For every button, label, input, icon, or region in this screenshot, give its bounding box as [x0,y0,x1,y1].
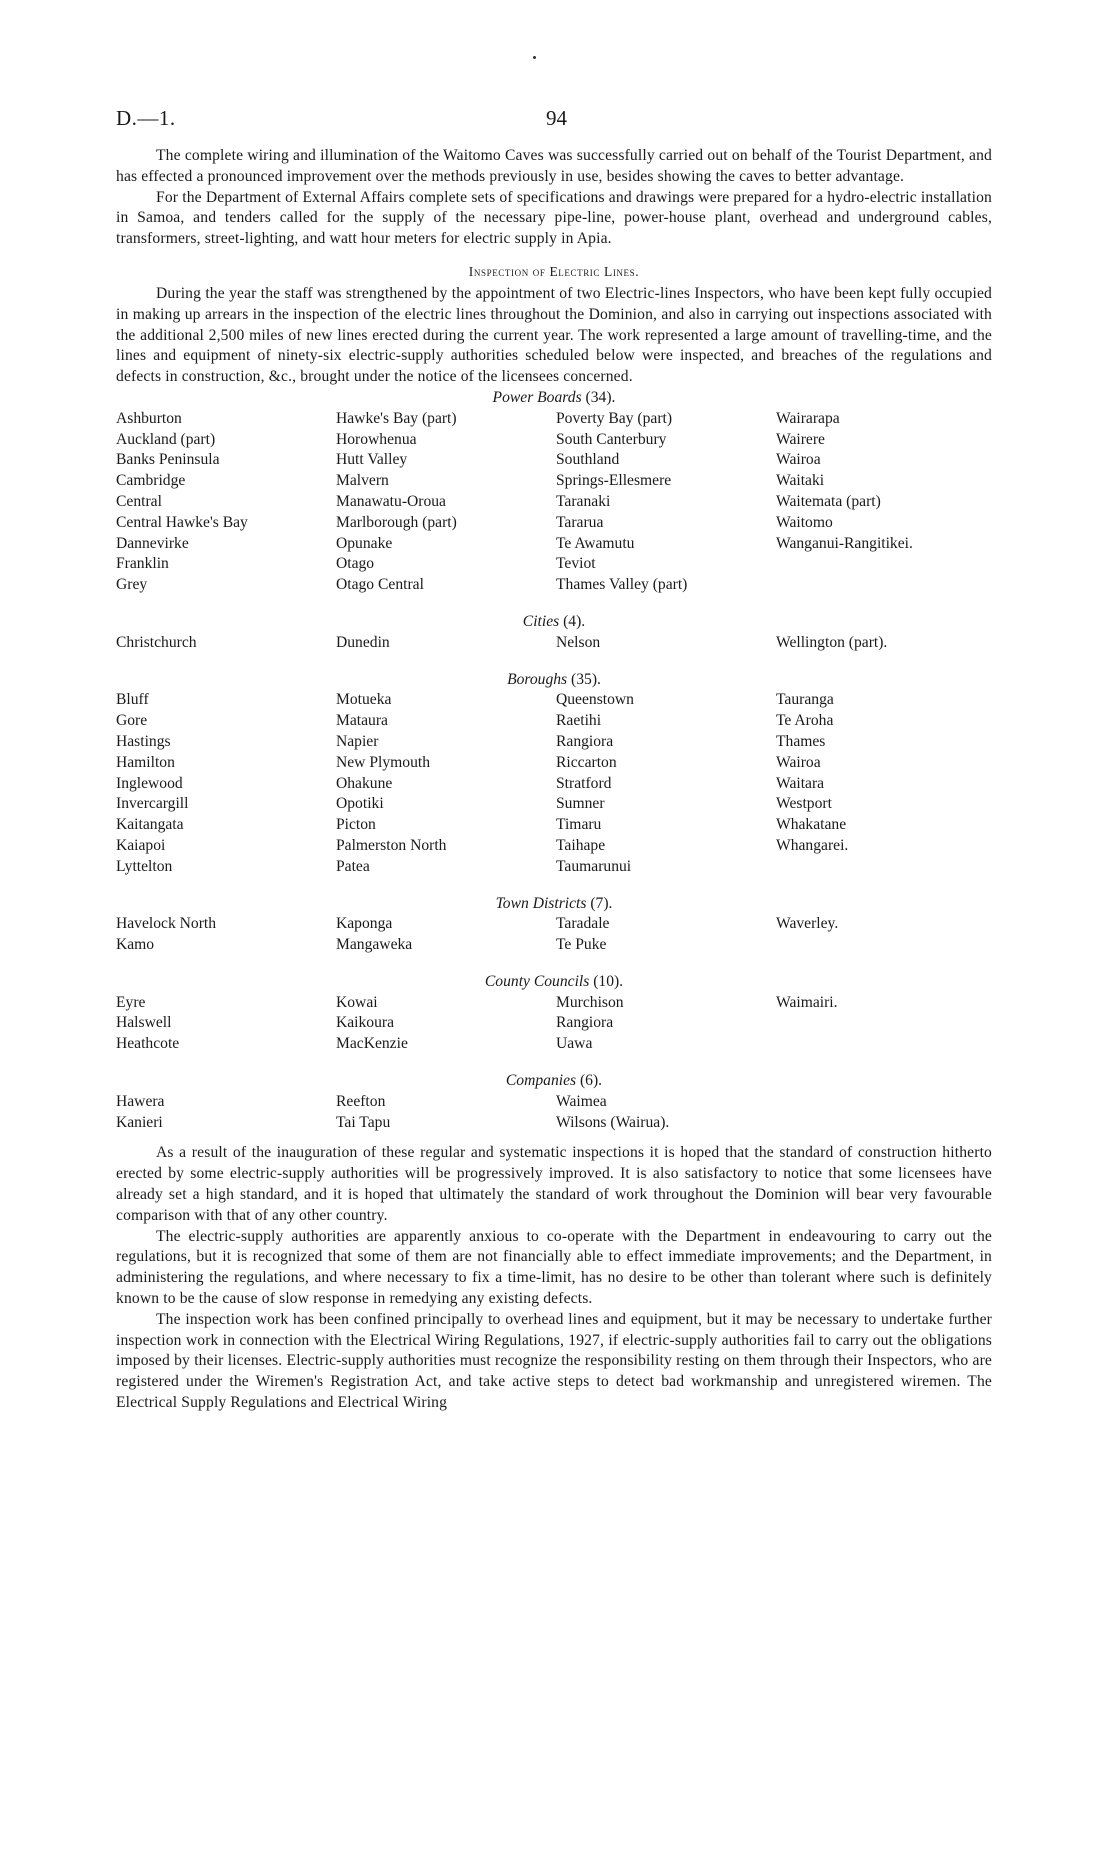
group-name: Companies [505,1072,577,1090]
authority-name: Halswell [116,1014,172,1032]
authority-name: Hutt Valley [336,451,408,469]
authority-name: Wanganui-Rangitikei. [776,534,913,552]
group-name: Boroughs [507,670,568,688]
closing-paragraph-cooperation: The electric-supply authorities are apparently anxious to co-operate with the Department in endeavouring to carry out the regulations, but it is recognized that some of them are not financially able to effect immediate improvements; and the Department, in administering the regulations, and where necessary to fix a time-limit, has no desire to be other than tolerant where such is definitely known to be the cause of slow response in remedying any existing defects. [116,1227,992,1308]
group-heading-town-districts [116,894,992,915]
group-name: Town Districts [495,894,587,912]
authority-name: MacKenzie [336,1035,408,1053]
authority-name: Riccarton [556,753,617,771]
authority-list-boroughs [116,690,992,877]
group-name: Cities [522,612,560,630]
authority-name: Wellington (part). [776,633,888,651]
authority-name: Invercargill [116,795,189,813]
authority-name: Gore [116,712,148,730]
authority-name: Hawera [116,1092,165,1110]
authority-name: Te Awamutu [556,534,635,552]
intro-paragraph-samoa: For the Department of External Affairs complete sets of specifications and drawings were prepared for a hydro-electric installation in Samoa, and tenders called for the supply of the necessary pipe-line, power-house plant, overhead and underground cables, transformers, street-lighting, and watt hour meters for electric supply in Apia. [116,188,992,248]
authority-name: Taranaki [556,492,611,510]
authority-name: Kaiapoi [116,836,166,854]
authority-name: Mataura [336,712,388,730]
authority-name: Horowhenua [336,430,417,448]
list-column [556,1092,776,1134]
intro-paragraph-waitomo: The complete wiring and illumination of the Waitomo Caves was successfully carried out on behalf of the Tourist Department, and has effected a pronounced improvement over the methods previously in use, besides showing the caves to better advantage. [116,147,992,185]
authority-name: Wairere [776,430,825,448]
authority-name: Hamilton [116,753,175,771]
list-column [776,633,992,654]
authority-name: Mangaweka [336,936,413,954]
authority-name: Picton [336,816,376,834]
authority-name: Ohakune [336,774,393,792]
authority-name: Uawa [556,1035,593,1053]
authority-name: Taihape [556,836,606,854]
authority-name: Palmerston North [336,836,447,854]
list-column [116,993,336,1055]
authority-name: Cambridge [116,472,186,490]
authority-name: Opunake [336,534,393,552]
document-reference: D.—1. [116,106,176,130]
authority-name: Te Aroha [776,712,834,730]
authority-name: Rangiora [556,1014,614,1032]
authority-name: Thames Valley (part) [556,576,688,594]
authority-name: Southland [556,451,620,469]
authority-name: Patea [336,857,370,875]
document-page [116,48,992,1414]
authority-name: Dannevirke [116,534,189,552]
authority-name: Napier [336,732,379,750]
authority-name: Kowai [336,993,378,1011]
group-heading-boroughs [116,670,992,691]
group-name: County Councils [484,972,590,990]
authority-name: Havelock North [116,915,217,933]
authority-name: Murchison [556,993,624,1011]
list-column [556,690,776,877]
authority-name: Manawatu-Oroua [336,492,446,510]
list-column [116,633,336,654]
authority-name: Reefton [336,1092,386,1110]
authority-name: Tararua [556,513,604,531]
authority-name: Opotiki [336,795,384,813]
authority-name: Wairoa [776,451,821,469]
authority-name: Waverley. [776,915,839,933]
authority-name: Christchurch [116,633,197,651]
authority-name: Central [116,492,162,510]
authority-name: Sumner [556,795,605,813]
authority-name: Inglewood [116,774,183,792]
authority-name: Queenstown [556,691,634,709]
authority-name: Waitemata (part) [776,492,881,510]
inspection-paragraph: During the year the staff was strengthened by the appointment of two Electric-lines Inspectors, who have been kept fully occupied in making up arrears in the inspection of the electric lines throughout the Dominion, and also in carrying out inspections associated with the additional 2,500 miles of new lines erected during the current year. The work represented a large amount of travelling-time, and the lines and equipment of ninety-six electric-supply authorities scheduled below were inspected, and breaches of the regulations and defects in construction, &c., brought under the notice of the licensees concerned. [116,284,992,386]
list-column [556,993,776,1055]
list-column [336,993,556,1055]
list-column [776,914,992,956]
authority-name: Malvern [336,472,389,490]
list-column [116,914,336,956]
authority-name: Kaitangata [116,816,184,834]
list-column [116,690,336,877]
list-column [556,914,776,956]
list-column [116,409,336,596]
list-column [556,409,776,596]
group-heading-power-boards [116,388,992,409]
list-column [556,633,776,654]
authority-name: Whangarei. [776,836,849,854]
list-column [336,1092,556,1134]
authority-name: Otago Central [336,576,424,594]
authority-name: Banks Peninsula [116,451,220,469]
authority-name: Tai Tapu [336,1113,391,1131]
authority-name: Lyttelton [116,857,173,875]
list-column [776,409,992,596]
group-heading-county-councils [116,972,992,993]
authority-name: Bluff [116,691,149,709]
list-column [776,1092,992,1134]
authority-list-power-boards [116,409,992,596]
authority-name: Te Puke [556,936,607,954]
authority-list-cities [116,633,992,654]
page-number: 94 [546,106,567,130]
authority-name: Central Hawke's Bay [116,513,248,531]
group-heading-companies [116,1071,992,1092]
authority-name: Poverty Bay (part) [556,409,673,427]
authority-name: Thames [776,732,826,750]
authority-name: Waimea [556,1092,607,1110]
authority-name: Waitaki [776,472,825,490]
authority-name: Otago [336,555,375,573]
closing-paragraph-standards: As a result of the inauguration of these regular and systematic inspections it is hoped that the standard of construction hitherto erected by some electric-supply authorities will be progressively improved. It is also satisfactory to notice that some licensees have already set a high standard, and it is hoped that ultimately the standard of work throughout the Dominion will bear very favourable comparison with that of any other country. [116,1144,992,1224]
authority-name: Ashburton [116,409,182,427]
authority-name: Wairoa [776,753,821,771]
authority-name: Tauranga [776,691,834,709]
list-column [776,690,992,877]
group-count: (6). [579,1072,603,1090]
authority-list-county-councils [116,993,992,1055]
group-count: (7). [590,894,613,912]
authority-name: Kaponga [336,915,393,933]
list-column [336,409,556,596]
group-count: (10). [593,972,624,990]
authority-name: Grey [116,576,148,594]
authority-name: Springs-Ellesmere [556,472,672,490]
group-count: (4). [563,612,586,630]
group-count: (34). [585,388,616,406]
authority-name: Heathcote [116,1035,180,1053]
authority-name: Taumarunui [556,857,632,875]
authority-name: South Canterbury [556,430,667,448]
section-heading-inspection: Inspection of Electric Lines. [468,263,640,279]
authority-name: Waitara [776,774,825,792]
authority-name: Auckland (part) [116,430,216,448]
list-column [336,690,556,877]
authority-name: Waimairi. [776,993,838,1011]
authority-name: Wairarapa [776,409,840,427]
authority-name: Dunedin [336,633,390,651]
authority-name: Teviot [556,555,596,573]
list-column [776,993,992,1055]
authority-name: Motueka [336,691,392,709]
authority-name: Wilsons (Wairua). [556,1113,670,1131]
list-column [336,633,556,654]
group-count: (35). [571,670,601,688]
group-name: Power Boards [492,388,582,406]
page-header [116,106,992,146]
list-column [336,914,556,956]
authority-name: Waitomo [776,513,833,531]
authority-name: Rangiora [556,732,614,750]
authority-name: Taradale [556,915,610,933]
authority-name: Kamo [116,936,155,954]
authority-name: Westport [776,795,832,813]
authority-name: Hastings [116,732,171,750]
closing-paragraph-wiring-regulations: The inspection work has been confined principally to overhead lines and equipment, but it may be necessary to undertake further inspection work in connection with the Electrical Wiring Regulations, 1927, if electric-supply authorities fail to carry out the obligations imposed by their licenses. Electric-supply authorities must recognize the responsibility resting on them through their Inspectors, who are registered under the Wiremen's Registration Act, and take active steps to detect bad workmanship and unregistered wiremen. The Electrical Supply Regulations and Electrical Wiring [116,1310,992,1412]
authority-name: Nelson [556,633,601,651]
authority-name: New Plymouth [336,753,430,771]
authority-name: Franklin [116,555,169,573]
authority-name: Kaikoura [336,1014,395,1032]
list-column [116,1092,336,1134]
authority-list-companies [116,1092,992,1134]
authority-name: Raetihi [556,712,602,730]
authority-name: Timaru [556,816,602,834]
authority-list-town-districts [116,914,992,956]
authority-name: Marlborough (part) [336,513,457,531]
authority-name: Kanieri [116,1113,163,1131]
authority-name: Stratford [556,774,612,792]
authority-name: Hawke's Bay (part) [336,409,457,427]
authority-name: Whakatane [776,816,847,834]
group-heading-cities [116,612,992,633]
authority-name: Eyre [116,993,146,1011]
